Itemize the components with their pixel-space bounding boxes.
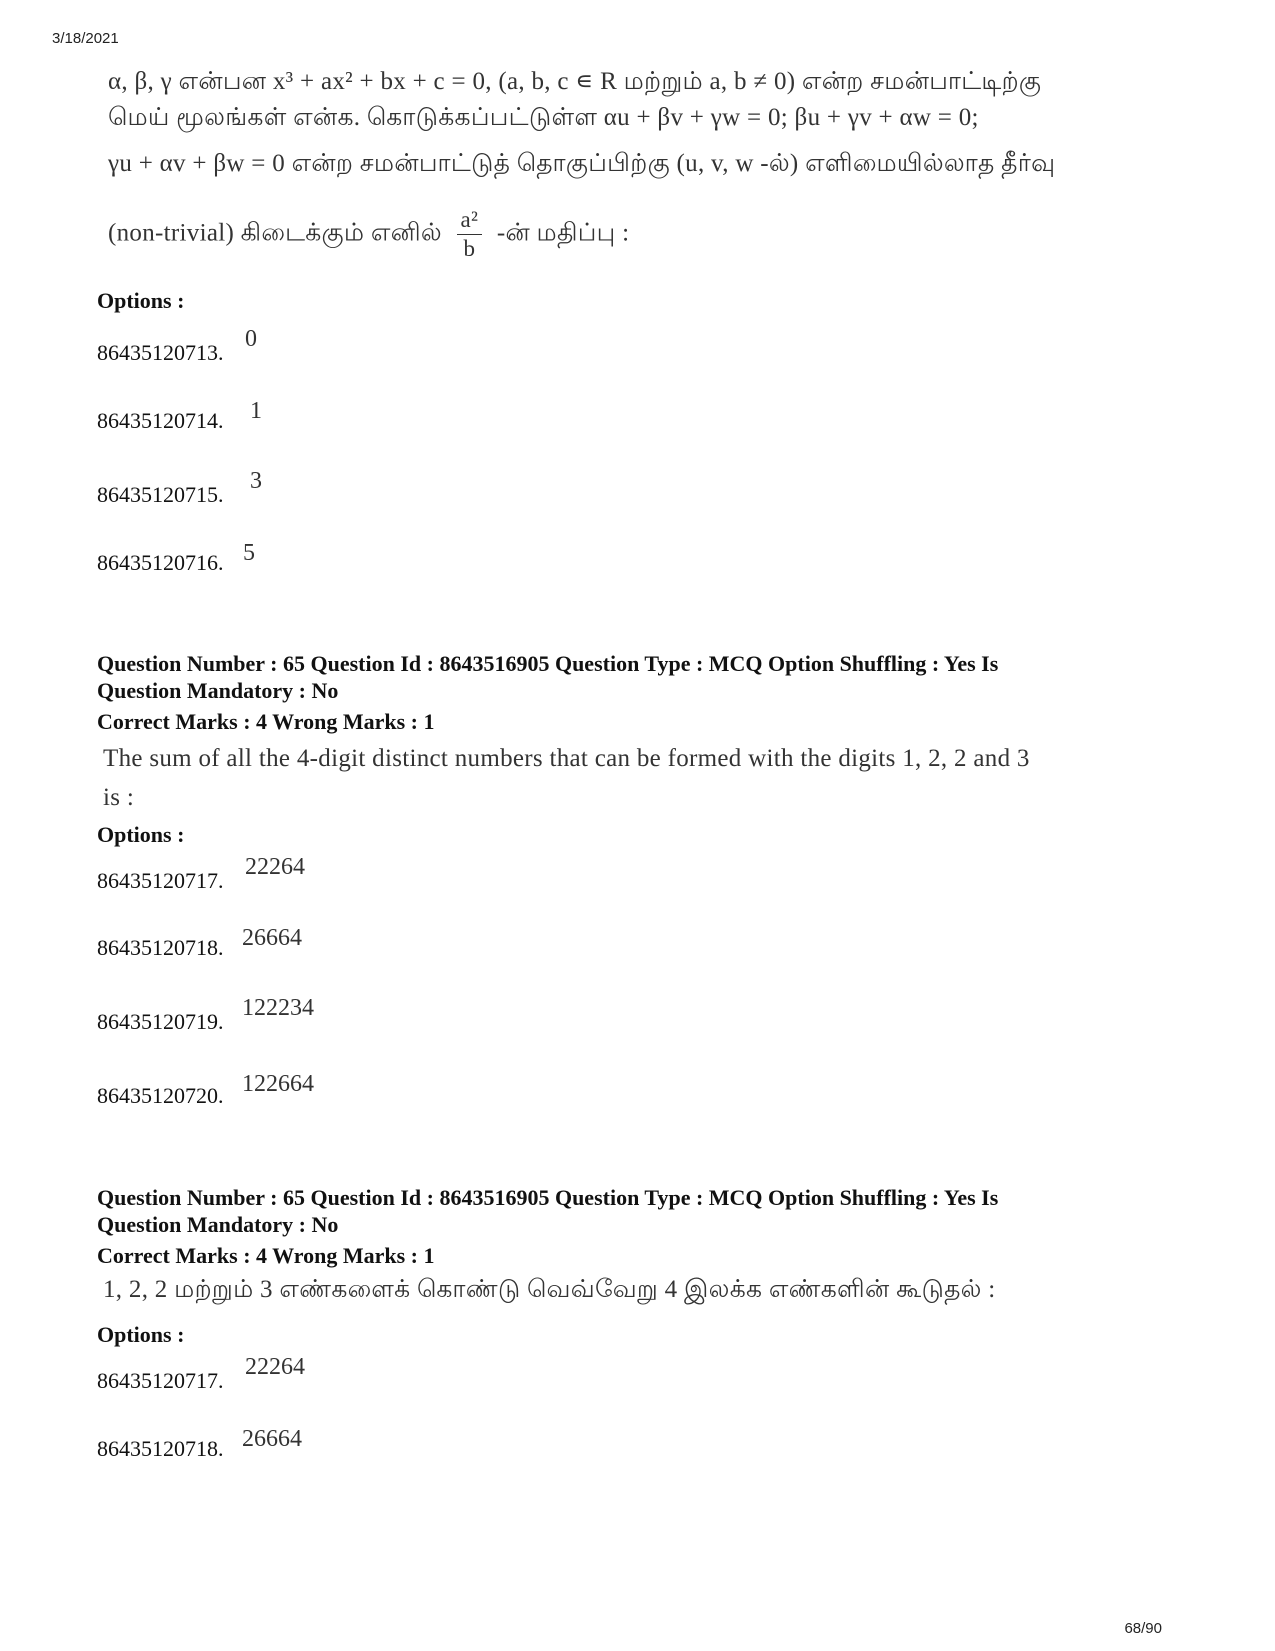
q65-tamil-option-2-value: 26664	[242, 1426, 302, 1452]
q65-tamil-marks: Correct Marks : 4 Wrong Marks : 1	[97, 1243, 435, 1268]
q65-english-option-2-id: 86435120718.	[97, 935, 224, 960]
q65-english-option-2-value: 26664	[242, 925, 302, 951]
q65-english-text-line-2: is :	[103, 784, 135, 811]
q65-english-meta	[97, 650, 1197, 704]
q65-tamil-options-label: Options :	[97, 1322, 185, 1347]
q64-line4-suffix: -ன் மதிப்பு :	[496, 219, 630, 247]
q64-option-4-id: 86435120716.	[97, 550, 224, 575]
q64-options-label: Options :	[97, 288, 185, 313]
q65-english-option-1-value: 22264	[245, 854, 305, 880]
q64-text-line-4	[108, 208, 629, 261]
q64-option-3-id: 86435120715.	[97, 482, 224, 507]
fraction-numerator: a²	[457, 208, 483, 235]
fraction-a2-over-b	[457, 208, 483, 261]
q64-option-1-id: 86435120713.	[97, 340, 224, 365]
q65-tamil-text-line-1: 1, 2, 2 மற்றும் 3 எண்களைக் கொண்டு வெவ்வேறு 4 இலக்க எண்களின் கூடுதல் :	[103, 1276, 996, 1303]
q64-option-1-value: 0	[245, 326, 257, 352]
q65-english-option-1-id: 86435120717.	[97, 868, 224, 893]
q65-english-options-label: Options :	[97, 822, 185, 847]
q65-tamil-option-2-id: 86435120718.	[97, 1436, 224, 1461]
q64-text-line-2: மெய் மூலங்கள் என்க. கொடுக்கப்பட்டுள்ள αu + βv + γw = 0; βu + γv + αw = 0;	[108, 104, 979, 131]
q64-option-4-value: 5	[243, 540, 255, 566]
q65-english-option-3-id: 86435120719.	[97, 1009, 224, 1034]
q65-english-text-line-1: The sum of all the 4-digit distinct numbers that can be formed with the digits 1, 2, 2 and 3	[103, 745, 1030, 772]
q65-tamil-option-1-id: 86435120717.	[97, 1368, 224, 1393]
q65-tamil-meta-line-2: Question Mandatory : No	[97, 1212, 339, 1237]
q65-english-marks: Correct Marks : 4 Wrong Marks : 1	[97, 709, 435, 734]
q65-tamil-option-1-value: 22264	[245, 1354, 305, 1380]
q64-option-2-value: 1	[250, 398, 262, 424]
print-date: 3/18/2021	[52, 30, 119, 47]
q65-tamil-meta-line-1: Question Number : 65 Question Id : 8643516905 Question Type : MCQ Option Shuffling : Yes Is	[97, 1185, 999, 1210]
q65-english-meta-line-2: Question Mandatory : No	[97, 678, 339, 703]
q65-tamil-meta	[97, 1184, 1197, 1238]
q65-english-option-3-value: 122234	[242, 995, 314, 1021]
q64-line4-prefix: (non-trivial) கிடைக்கும் எனில்	[108, 219, 442, 247]
q64-text-line-1: α, β, γ என்பன x³ + ax² + bx + c = 0, (a, b, c ∊ R மற்றும் a, b ≠ 0) என்ற சமன்பாட்டிற்கு	[108, 68, 1042, 95]
q64-option-3-value: 3	[250, 468, 262, 494]
fraction-denominator: b	[463, 236, 476, 262]
q65-english-option-4-value: 122664	[242, 1071, 314, 1097]
page-number: 68/90	[1124, 1620, 1162, 1637]
q65-english-option-4-id: 86435120720.	[97, 1083, 224, 1108]
q64-option-2-id: 86435120714.	[97, 408, 224, 433]
q64-text-line-3: γu + αv + βw = 0 என்ற சமன்பாட்டுத் தொகுப்பிற்கு (u, v, w -ல்) எளிமையில்லாத தீர்வு	[108, 150, 1056, 177]
q65-english-meta-line-1: Question Number : 65 Question Id : 8643516905 Question Type : MCQ Option Shuffling : Yes Is	[97, 651, 999, 676]
